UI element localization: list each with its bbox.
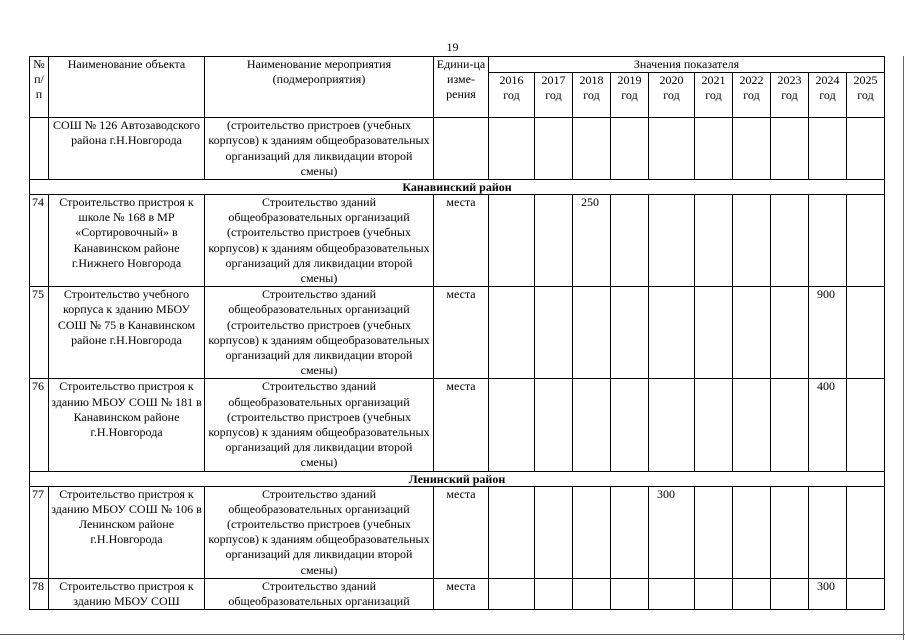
value-cell: 300 [649, 486, 695, 578]
value-cell [771, 486, 809, 578]
value-cell [695, 287, 733, 379]
event-name-cell: Строительство зданий общеобразовательных организаций [205, 578, 434, 609]
value-cell [535, 118, 573, 180]
value-cell [771, 118, 809, 180]
header-year-5: 2021 год [695, 73, 733, 118]
value-cell [489, 118, 535, 180]
value-cell [733, 486, 771, 578]
unit-cell: места [434, 578, 489, 609]
district-heading: Ленинский район [30, 471, 885, 486]
value-cell [611, 118, 649, 180]
object-name-cell: Строительство пристроя к школе № 168 в МР «Сортировочный» в Канавинском районе г.Нижнего Новгорода [49, 195, 205, 287]
event-name-cell: (строительство пристроев (учебных корпусов) к зданиям общеобразовательных организаций для ликвидации второй смены) [205, 118, 434, 180]
header-year-1: 2017 год [535, 73, 573, 118]
header-year-9: 2025 год [847, 73, 885, 118]
value-cell [489, 287, 535, 379]
table-row [30, 578, 885, 609]
value-cell [695, 486, 733, 578]
table-row-continuation [30, 118, 885, 180]
value-cell [489, 486, 535, 578]
value-cell [809, 486, 847, 578]
value-cell [611, 195, 649, 287]
value-cell [535, 578, 573, 609]
header-year-8: 2024 год [809, 73, 847, 118]
value-cell [771, 578, 809, 609]
row-num-cell: 75 [30, 287, 49, 379]
value-cell [847, 486, 885, 578]
value-cell [611, 578, 649, 609]
object-name-cell: Строительство пристроя к зданию МБОУ СОШ № 181 в Канавинском районе г.Н.Новгорода [49, 379, 205, 471]
header-row [30, 57, 885, 73]
value-cell [489, 195, 535, 287]
row-num-cell [30, 118, 49, 180]
table-row [30, 287, 885, 379]
value-cell [809, 195, 847, 287]
header-year-0: 2016 год [489, 73, 535, 118]
unit-cell: места [434, 379, 489, 471]
district-heading: Канавинский район [30, 180, 885, 195]
event-name-cell: Строительство зданий общеобразовательных организаций (строительство пристроев (учебных корпусов) к зданиям общеобразовательных организаций для ликвидации второй смены) [205, 287, 434, 379]
value-cell [847, 118, 885, 180]
row-num-cell: 77 [30, 486, 49, 578]
value-cell [489, 379, 535, 471]
unit-cell: места [434, 486, 489, 578]
value-cell [847, 195, 885, 287]
value-cell [847, 287, 885, 379]
object-name-cell: СОШ № 126 Автозаводского района г.Н.Новгорода [49, 118, 205, 180]
header-year-7: 2023 год [771, 73, 809, 118]
value-cell [733, 287, 771, 379]
value-cell [695, 578, 733, 609]
row-num-cell: 78 [30, 578, 49, 609]
value-cell [535, 287, 573, 379]
value-cell [573, 118, 611, 180]
object-name-cell: Строительство пристроя к зданию МБОУ СОШ [49, 578, 205, 609]
value-cell [771, 379, 809, 471]
value-cell [733, 379, 771, 471]
unit-cell [434, 118, 489, 180]
value-cell [611, 379, 649, 471]
value-cell [847, 379, 885, 471]
header-object: Наименование объекта [49, 57, 205, 118]
value-cell [573, 486, 611, 578]
page-right-border [903, 56, 904, 640]
table-row [30, 486, 885, 578]
value-cell [649, 578, 695, 609]
value-cell [695, 118, 733, 180]
value-cell [771, 195, 809, 287]
value-cell [535, 379, 573, 471]
value-cell: 900 [809, 287, 847, 379]
value-cell [573, 287, 611, 379]
value-cell [573, 379, 611, 471]
value-cell [535, 486, 573, 578]
page-bottom-border [0, 634, 905, 635]
unit-cell: места [434, 287, 489, 379]
value-cell [611, 486, 649, 578]
value-cell [573, 578, 611, 609]
header-unit: Едини-ца изме-рения [434, 57, 489, 118]
row-num-cell: 76 [30, 379, 49, 471]
value-cell [733, 578, 771, 609]
table-row [30, 379, 885, 471]
event-name-cell: Строительство зданий общеобразовательных организаций (строительство пристроев (учебных корпусов) к зданиям общеобразовательных организаций для ликвидации второй смены) [205, 195, 434, 287]
value-cell [733, 118, 771, 180]
header-num: № п/п [30, 57, 49, 118]
unit-cell: места [434, 195, 489, 287]
row-num-cell: 74 [30, 195, 49, 287]
object-name-cell: Строительство учебного корпуса к зданию МБОУ СОШ № 75 в Канавинском районе г.Н.Новгорода [49, 287, 205, 379]
header-values: Значения показателя [489, 57, 885, 73]
indicators-table [29, 56, 885, 610]
value-cell [611, 287, 649, 379]
value-cell [649, 118, 695, 180]
district-row-kanavinsky [30, 180, 885, 195]
value-cell [649, 287, 695, 379]
value-cell [535, 195, 573, 287]
header-year-3: 2019 год [611, 73, 649, 118]
value-cell: 300 [809, 578, 847, 609]
header-event: Наименование мероприятия (подмероприятия) [205, 57, 434, 118]
page-number: 19 [446, 40, 459, 54]
event-name-cell: Строительство зданий общеобразовательных организаций (строительство пристроев (учебных корпусов) к зданиям общеобразовательных организаций для ликвидации второй смены) [205, 379, 434, 471]
table-row [30, 195, 885, 287]
header-year-6: 2022 год [733, 73, 771, 118]
object-name-cell: Строительство пристроя к зданию МБОУ СОШ № 106 в Ленинском районе г.Н.Новгорода [49, 486, 205, 578]
value-cell [695, 379, 733, 471]
value-cell [695, 195, 733, 287]
district-row-leninsky [30, 471, 885, 486]
value-cell [847, 578, 885, 609]
value-cell: 400 [809, 379, 847, 471]
header-year-2: 2018 год [573, 73, 611, 118]
value-cell [489, 578, 535, 609]
value-cell [771, 287, 809, 379]
value-cell [649, 195, 695, 287]
value-cell [733, 195, 771, 287]
value-cell [809, 118, 847, 180]
value-cell [649, 379, 695, 471]
event-name-cell: Строительство зданий общеобразовательных организаций (строительство пристроев (учебных корпусов) к зданиям общеобразовательных организаций для ликвидации второй смены) [205, 486, 434, 578]
header-year-4: 2020 год [649, 73, 695, 118]
value-cell: 250 [573, 195, 611, 287]
